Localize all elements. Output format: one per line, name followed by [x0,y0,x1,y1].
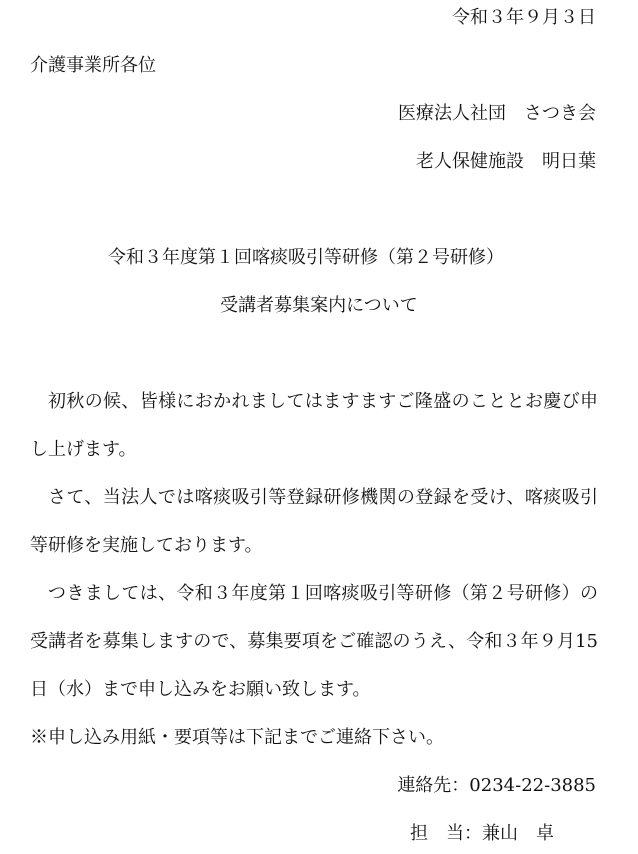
contact-phone: 連絡先：0234-22-3885 [397,775,596,796]
body-paragraph-introduction: さて、当法人では喀痰吸引等登録研修機関の登録を受け、喀痰吸引等研修を実施しております。 [30,487,598,556]
recipient-line: 介護事業所各位 [30,55,156,76]
body-paragraph-greeting: 初秋の候、皆様におかれましてはますますご隆盛のこととお慶び申し上げます。 [30,391,598,460]
document-title-line2: 受講者募集案内について [220,295,418,316]
document-title-line1: 令和３年度第１回喀痰吸引等研修（第２号研修） [108,247,504,268]
sender-facility: 老人保健施設 明日葉 [416,151,596,172]
contact-note: ※申し込み用紙・要項等は下記までご連絡下さい。 [30,727,444,748]
body-paragraph-recruitment: つきましては、令和３年度第１回喀痰吸引等研修（第２号研修）の受講者を募集しますので、募集要項をご確認のうえ、令和３年９月15日（水）まで申し込みをお願い致します。 [30,583,598,700]
letter-date: 令和３年９月３日 [452,7,596,28]
sender-organization: 医療法人社団 さつき会 [398,103,596,124]
contact-person: 担 当：兼山 卓 [410,823,554,844]
